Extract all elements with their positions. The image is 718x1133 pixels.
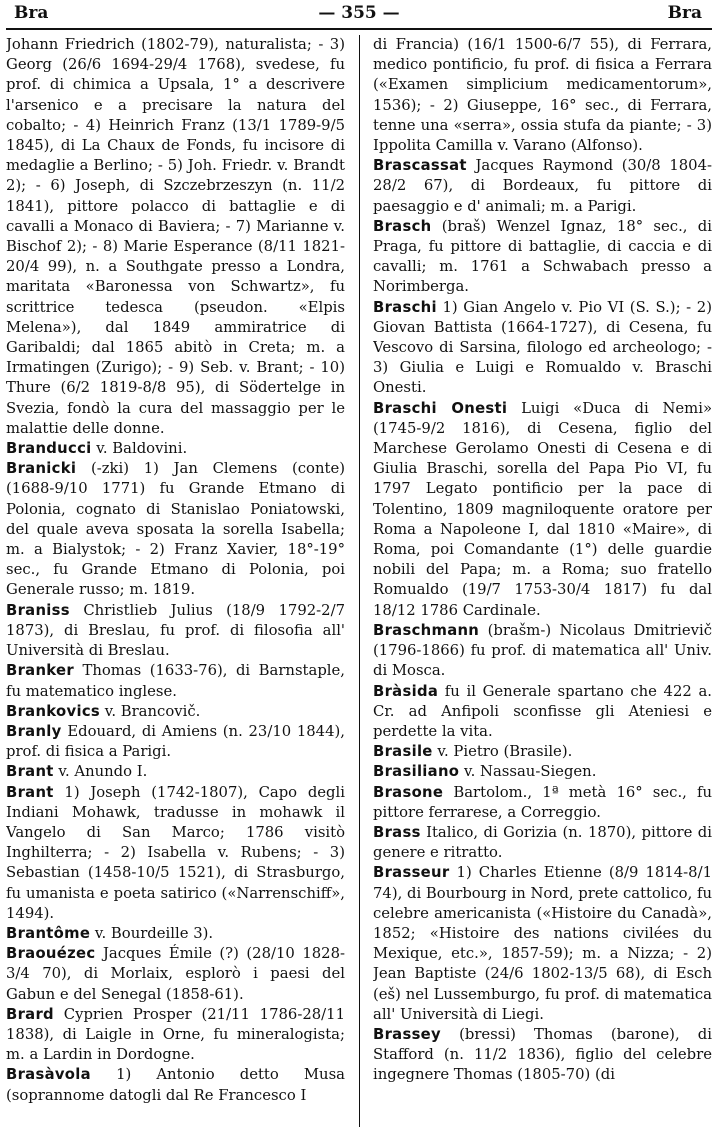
entry-headword: Brass [373, 823, 421, 841]
entry-text: (-zki) 1) Jan Clemens (conte) (1688-9/10 1771) fu Grande Etmano di Polonia, cognato di Stanislao Poniatowski, del quale aveva sposata la sorella Isabella; m. a Bialystok; - 2) Franz Xavier, 18°-19° sec., fu Grande Etmano di Polonia, poi Generale russo; m. 1819. [6, 460, 345, 599]
entry-text: 1) Antonio detto Musa (soprannome datogli dal Re Francesco I [6, 1066, 345, 1104]
entry-headword: Brard [6, 1005, 54, 1023]
entry-text: v. Anundo I. [58, 763, 148, 781]
entry-headword: Braniss [6, 601, 70, 619]
entry-headword: Brant [6, 783, 54, 801]
entry-text: Christlieb Julius (18/9 1792-2/7 1873), di Breslau, fu prof. di filosofia all' Università di Breslau. [6, 601, 345, 660]
dictionary-entry [6, 944, 345, 1005]
entry-headword: Braschi [373, 298, 437, 316]
entry-headword: Brant [6, 763, 54, 781]
entry-headword: Branicki [6, 460, 77, 478]
entry-text: Jacques Raymond (30/8 1804-28/2 67), di Bordeaux, fu pittore di paesaggio e d' animali; m. a Parigi. [373, 157, 712, 215]
entry-text: (braš) Wenzel Ignaz, 18° sec., di Praga, fu pittore di battaglie, di caccia e di cavalli; m. 1761 a Schwabach presso a Norimberga. [373, 217, 712, 296]
entry-headword: Branly [6, 722, 62, 740]
dictionary-entry [6, 722, 345, 762]
dictionary-entry [373, 863, 712, 1025]
entry-headword: Brasile [373, 743, 433, 761]
entry-headword: Braschi Onesti [373, 399, 508, 417]
entry-headword: Brassey [373, 1025, 441, 1043]
entry-headword: Braouézec [6, 945, 96, 963]
page-number: — 355 — [318, 3, 400, 23]
entry-headword: Brasseur [373, 864, 450, 882]
entry-text: Edouard, di Amiens (n. 23/10 1844), prof. di fisica a Parigi. [6, 722, 345, 761]
dictionary-entry [6, 1065, 345, 1105]
entry-headword: Brasiliano [373, 763, 460, 781]
entry-text: fu il Generale spartano che 422 a. Cr. ad Anfipoli sconfisse gli Ateniesi e perdette la vita. [373, 682, 712, 740]
dictionary-entry [373, 1025, 712, 1086]
entry-text: Luigi «Duca di Nemi» (1745-9/2 1816), di Cesena, figlio del Marchese Gerolamo Onesti di Cesena e di Giulia Braschi, sorella del Papa Pio VI, fu 1797 Legato pontificio per la pace di Tolentino, 1809 magniloquente oratore per Roma a Napoleone I, dal 1810 «Maire», di Roma, poi Comandante (1°) delle guardie nobili del Papa; m. a Roma; suo fratello Romualdo (19/7 1753-30/4 1817) fu dal 18/12 1786 Cardinale. [373, 399, 712, 619]
entry-text: 1) Gian Angelo v. Pio VI (S. S.); - 2) Giovan Battista (1664-1727), di Cesena, fu Vescovo di Sarsina, filologo ed archeologo; - 3) Giulia e Luigi e Romualdo v. Braschi Onesti. [373, 298, 712, 397]
entry-text: 1) Joseph (1742-1807), Capo degli Indiani Mohawk, tradusse in mohawk il Vangelo di San Marco; 1786 visitò Inghilterra; - 2) Isabella v. Rubens; - 3) Sebastian (1458-10/5 1521), di Strasburgo, fu umanista e poeta satirico («Narrenschiff», 1494). [6, 783, 345, 922]
entry-headword: Brankovics [6, 702, 100, 720]
dictionary-entry [373, 156, 712, 217]
column-divider [359, 35, 360, 1127]
entry-headword: Branducci [6, 440, 92, 458]
left-column [6, 35, 345, 1127]
entry-headword: Braschmann [373, 621, 480, 639]
dictionary-entry [6, 661, 345, 701]
entry-text: Jacques Émile (?) (28/10 1828-3/4 70), di Morlaix, esplorò i paesi del Gabun e del Senegal (1858-61). [6, 945, 345, 1003]
dictionary-entry [373, 35, 712, 156]
entry-headword: Brantôme [6, 924, 91, 942]
entry-text: v. Bourdeille 3). [94, 924, 214, 942]
entry-text: (brašm-) Nicolaus Dmitrievič (1796-1866) fu prof. di matematica all' Univ. di Mosca. [373, 621, 712, 680]
dictionary-page [6, 35, 712, 1127]
dictionary-entry [6, 783, 345, 924]
dictionary-entry [6, 762, 345, 782]
entry-text: Johann Friedrich (1802-79), naturalista; - 3) Georg (26/6 1694-29/4 1768), svedese, fu prof. di chimica a Upsala, 1° a descrivere l'arsenico e a precisare la natura del cobalto; - 4) Heinrich Franz (13/1 1789-9/5 1845), di La Chaux de Fonds, fu incisore di medaglie a Berlino; - 5) Joh. Friedr. v. Brandt 2); - 6) Joseph, di Szczebrzeszyn (n. 11/2 1841), pittore polacco di battaglie e di cavalli a Monaco di Baviera; - 7) Marianne v. Bischof 2); - 8) Marie Esperance (8/11 1821-20/4 99), n. a Southgate presso a Londra, maritata «Baronessa von Schwartz», fu scrittrice tedesca (pseudon. «Elpis Melena»), dal 1849 ammiratrice di Garibaldi; dal 1865 abitò in Creta; m. a Irmatingen (Zurigo); - 9) Seb. v. Brant; - 10) Thure (6/2 1819-8/8 95), di Södertelge in Svezia, fondò la cura del massaggio per le malattie delle donne. [6, 36, 345, 437]
dictionary-entry [6, 439, 345, 459]
header-left-keyword: Bra [14, 3, 49, 23]
dictionary-entry [6, 1005, 345, 1066]
dictionary-entry [373, 217, 712, 298]
entry-text: v. Brancovič. [104, 702, 201, 720]
header-right-keyword: Bra [667, 3, 702, 23]
entry-text: Thomas (1633-76), di Barnstaple, fu matematico inglese. [6, 662, 345, 700]
dictionary-entry [373, 682, 712, 743]
entry-headword: Branker [6, 662, 74, 680]
dictionary-entry [373, 823, 712, 863]
dictionary-entry [6, 601, 345, 662]
entry-headword: Brasch [373, 217, 432, 235]
entry-text: 1) Charles Etienne (8/9 1814-8/1 74), di Bourbourg in Nord, prete cattolico, fu celebre americanista («Histoire du Canadà», 1852; «Histoire des nations civilées du Mexique, etc.», 1857-59); m. a Nizza; - 2) Jean Baptiste (24/6 1802-13/5 68), di Esch (eš) nel Lussemburgo, fu prof. di matematica all' Università di Liegi. [373, 864, 712, 1023]
entry-text: Bartolom., 1ª metà 16° sec., fu pittore ferrarese, a Correggio. [373, 783, 712, 821]
dictionary-entry [373, 762, 712, 782]
dictionary-entry [6, 35, 345, 439]
entry-text: Cyprien Prosper (21/11 1786-28/11 1838), di Laigle in Orne, fu mineralogista; m. a Lardin in Dordogne. [6, 1005, 345, 1064]
entry-text: Italico, di Gorizia (n. 1870), pittore di genere e ritratto. [373, 823, 712, 862]
entry-text: v. Nassau-Siegen. [464, 763, 597, 781]
dictionary-entry [6, 459, 345, 600]
entry-text: (bressi) Thomas (barone), di Stafford (n. 11/2 1836), figlio del celebre ingegnere Thomas (1805-70) (di [373, 1025, 712, 1084]
entry-headword: Brasone [373, 783, 444, 801]
entry-headword: Brascassat [373, 157, 467, 175]
entry-text: v. Baldovini. [96, 440, 188, 458]
running-header [6, 0, 712, 30]
entry-headword: Brasàvola [6, 1066, 91, 1084]
dictionary-entry [373, 298, 712, 399]
entry-headword: Bràsida [373, 682, 439, 700]
dictionary-entry [6, 924, 345, 944]
dictionary-entry [373, 783, 712, 823]
dictionary-entry [373, 399, 712, 621]
entry-text: di Francia) (16/1 1500-6/7 55), di Ferrara, medico pontificio, fu prof. di fisica a Ferrara («Examen simplicium medicamentorum», 1536); - 2) Giuseppe, 16° sec., di Ferrara, tenne una «serra», ossia stufa da piante; - 3) Ippolita Camilla v. Varano (Alfonso). [373, 36, 712, 155]
dictionary-entry [373, 621, 712, 682]
right-column [373, 35, 712, 1127]
dictionary-entry [6, 702, 345, 722]
dictionary-entry [373, 742, 712, 762]
entry-text: v. Pietro (Brasile). [437, 743, 573, 761]
